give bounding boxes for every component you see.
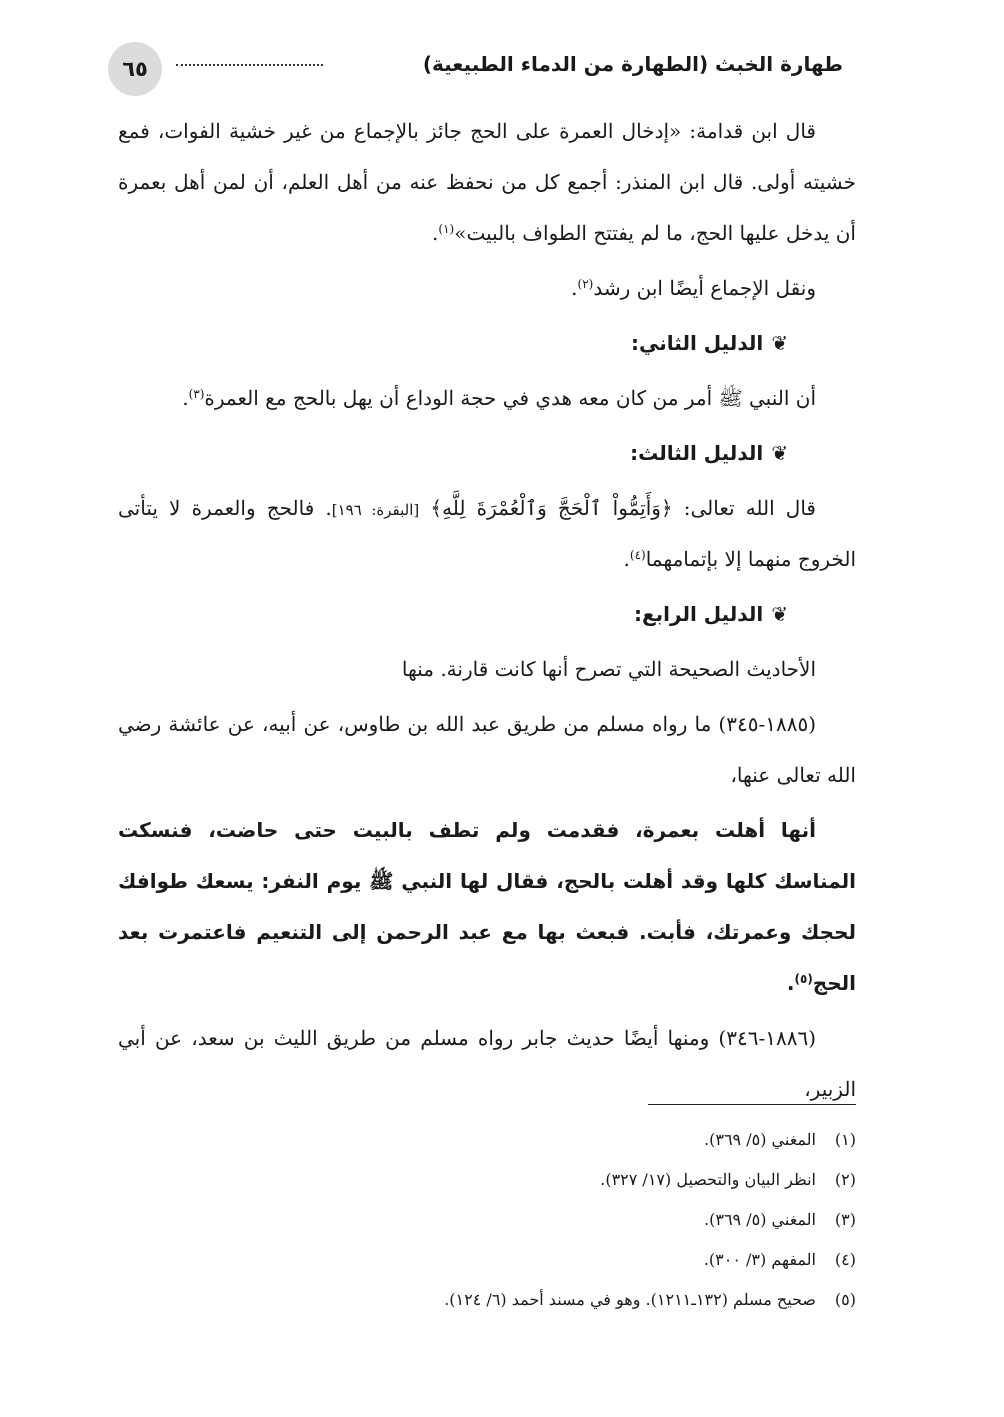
- page-number: ٦٥: [108, 42, 162, 96]
- paragraph-ibn-qudamah: قال ابن قدامة: «إدخال العمرة على الحج جائز بالإجماع من غير خشية الفوات، فمع خشيته أولى. قال ابن المنذر: أجمع كل من نحفظ عنه من أهل العلم، أن لمن أهل بعمرة أن يدخل عليها الحج، ما لم يفتتح الطواف بالبيت»$^{(١)}$.: [118, 119, 856, 245]
- heading-fourth-evidence: ❦الدليل الرابع:: [118, 589, 856, 640]
- hadith-isnad-1886: (١٨٨٦-٣٤٦) ومنها أيضًا حديث جابر رواه مسلم من طريق الليث بن سعد، عن أبي الزبير،: [118, 1026, 856, 1101]
- footnote-3: (٣)المغني (٥/ ٣٦٩).: [704, 1210, 856, 1229]
- footnote-ref-2[interactable]: (٢): [577, 277, 594, 291]
- quran-verse: ﴿وَأَتِمُّواْ ٱلْحَجَّ وَٱلْعُمْرَةَ لِلَّهِ﴾: [430, 496, 673, 520]
- page-header: [108, 42, 843, 96]
- body-text: [118, 106, 856, 1119]
- hadith-matn-aisha: أنها أهلت بعمرة، فقدمت ولم تطف بالبيت حتى حاضت، فنسكت المناسك كلها وقد أهلت بالحج، فقال لها النبي ﷺ يوم النفر: يسعك طوافك لحجك وعمرتك، فأبت. فبعث بها مع عبد الرحمن إلى التنعيم فاعتمرت بعد الحج$^{(٥)}$.: [118, 818, 856, 995]
- footnote-ref-1[interactable]: (١): [438, 222, 455, 236]
- footnotes: [296, 1120, 856, 1320]
- verse-reference: [البقرة: ١٩٦]: [331, 501, 420, 519]
- heading-third-evidence: ❦الدليل الثالث:: [118, 428, 856, 479]
- leaf-bullet-icon: ❦: [771, 602, 788, 626]
- header-dotted-leader: [176, 64, 323, 66]
- footnote-ref-4[interactable]: (٤): [629, 548, 646, 562]
- leaf-bullet-icon: ❦: [771, 441, 788, 465]
- footnote-ref-3[interactable]: (٣): [188, 387, 205, 401]
- hadith-isnad-1885: (١٨٨٥-٣٤٥) ما رواه مسلم من طريق عبد الله بن طاوس، عن أبيه، عن عائشة رضي الله تعالى عنها،: [118, 712, 856, 787]
- footnote-5: (٥)صحيح مسلم (١٣٢ـ١٢١١). وهو في مسند أحمد (٦/ ١٢٤).: [444, 1290, 856, 1309]
- footnote-2: (٢)انظر البيان والتحصيل (١٧/ ٣٢٧).: [600, 1170, 856, 1189]
- footnote-1: (١)المغني (٥/ ٣٦٩).: [704, 1130, 856, 1149]
- leaf-bullet-icon: ❦: [771, 331, 788, 355]
- running-title: طهارة الخبث (الطهارة من الدماء الطبيعية): [422, 52, 843, 76]
- paragraph-fourth-evidence: الأحاديث الصحيحة التي تصرح أنها كانت قارنة. منها: [401, 657, 816, 681]
- paragraph-ibn-rushd: ونقل الإجماع أيضًا ابن رشد$^{(٢)}$.: [571, 276, 816, 300]
- footnote-separator: [648, 1104, 856, 1105]
- footnote-ref-5[interactable]: (٥): [794, 972, 813, 986]
- heading-second-evidence: ❦الدليل الثاني:: [118, 318, 856, 369]
- footnote-4: (٤)المفهم (٣/ ٣٠٠).: [703, 1250, 856, 1269]
- paragraph-third-evidence: قال الله تعالى: ﴿وَأَتِمُّواْ ٱلْحَجَّ وَٱلْعُمْرَةَ لِلَّهِ﴾ [البقرة: ١٩٦]. فالحج والعمرة لا يتأتى الخروج منهما إلا بإتمامهما$^{(٤)}$.: [118, 496, 856, 571]
- paragraph-second-evidence: أن النبي ﷺ أمر من كان معه هدي في حجة الوداع أن يهل بالحج مع العمرة$^{(٣)}$.: [182, 386, 816, 410]
